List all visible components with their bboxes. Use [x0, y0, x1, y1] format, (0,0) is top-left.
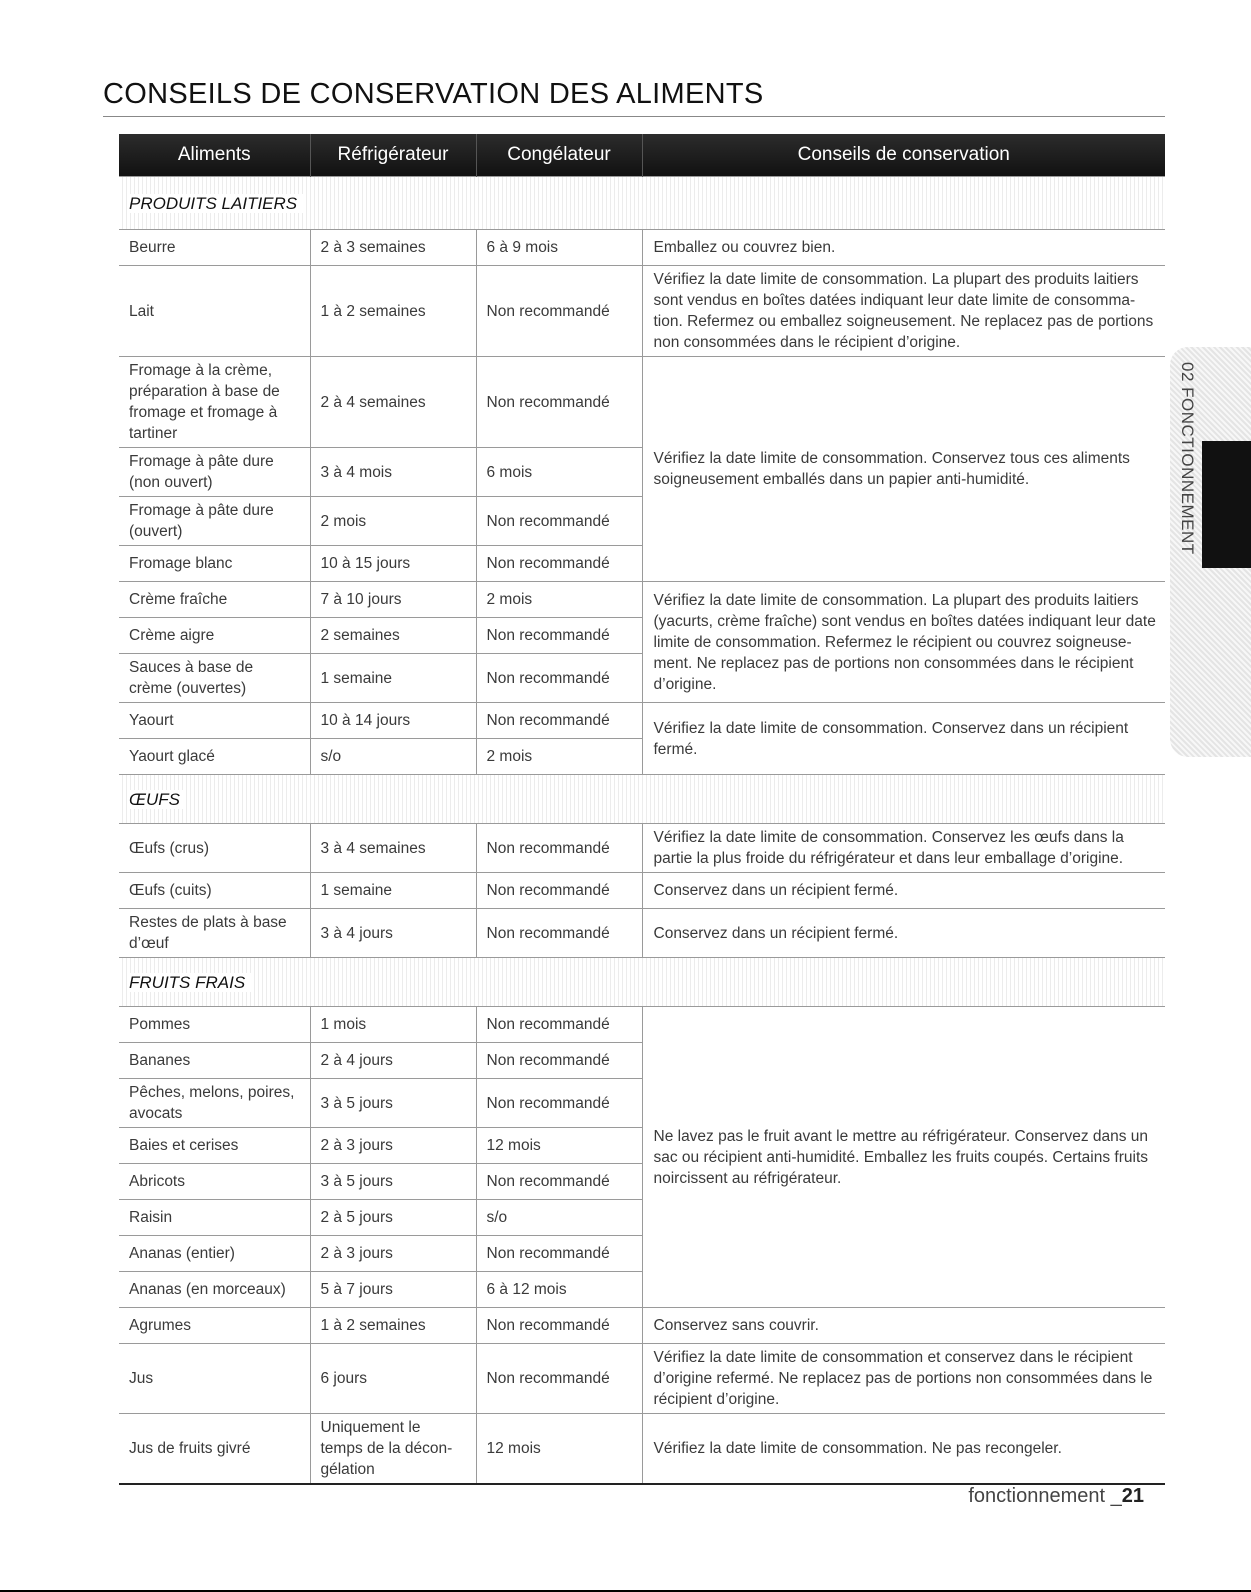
food-name: Crème fraîche	[119, 582, 310, 618]
food-name: Abricots	[119, 1164, 310, 1200]
food-name: Agrumes	[119, 1308, 310, 1344]
table-row	[119, 1007, 1165, 1043]
food-name: Pêches, melons, poires, avocats	[119, 1079, 310, 1128]
freezer-duration: 2 mois	[476, 582, 642, 618]
freezer-duration: Non recommandé	[476, 824, 642, 873]
table-row	[119, 1308, 1165, 1344]
food-name: Fromage à pâte dure (ouvert)	[119, 497, 310, 546]
food-name: Jus de fruits givré	[119, 1414, 310, 1485]
fridge-duration: 1 semaine	[310, 654, 476, 703]
fridge-duration: 2 à 5 jours	[310, 1200, 476, 1236]
table-row	[119, 824, 1165, 873]
storage-tip: Vérifiez la date limite de consommation et conservez dans le récipient d’origine refermé. Ne replacez pas de portions non consommées dans le récipient d’origine.	[642, 1344, 1165, 1414]
freezer-duration: 6 mois	[476, 448, 642, 497]
table-row	[119, 873, 1165, 909]
food-name: Fromage blanc	[119, 546, 310, 582]
fridge-duration: 1 mois	[310, 1007, 476, 1043]
fridge-duration: 2 à 4 jours	[310, 1043, 476, 1079]
fridge-duration: 2 semaines	[310, 618, 476, 654]
freezer-duration: s/o	[476, 1200, 642, 1236]
fridge-duration: 3 à 4 jours	[310, 909, 476, 958]
food-name: Œufs (crus)	[119, 824, 310, 873]
chapter-tab-marker	[1202, 441, 1251, 568]
title-divider	[103, 116, 1165, 117]
fridge-duration: 2 mois	[310, 497, 476, 546]
storage-tip: Conservez sans couvrir.	[642, 1308, 1165, 1344]
table-row	[119, 1344, 1165, 1414]
fridge-duration: 2 à 4 semaines	[310, 357, 476, 448]
food-name: Yaourt	[119, 703, 310, 739]
storage-tip: Vérifiez la date limite de consommation. Ne pas recongeler.	[642, 1414, 1165, 1485]
storage-tip: Vérifiez la date limite de consommation. La plupart des produits laitiers sont vendus en boîtes datées indiquant leur date limite de consomma-tion. Refermez ou emballez soigneusement. Ne replacez pas de portions non consommées dans le récipient d’origine.	[642, 266, 1165, 357]
fridge-duration: 5 à 7 jours	[310, 1272, 476, 1308]
table-row	[119, 266, 1165, 357]
fridge-duration: s/o	[310, 739, 476, 775]
freezer-duration: Non recommandé	[476, 1164, 642, 1200]
freezer-duration: Non recommandé	[476, 703, 642, 739]
table-row	[119, 357, 1165, 448]
freezer-duration: Non recommandé	[476, 618, 642, 654]
page-number: 21	[1121, 1485, 1144, 1507]
fridge-duration: Uniquement le temps de la décon-gélation	[310, 1414, 476, 1485]
fridge-duration: 2 à 3 jours	[310, 1128, 476, 1164]
storage-tip: Vérifiez la date limite de consommation. La plupart des produits laitiers (yacurts, crème fraîche) sont vendus en boîtes datées indiquant leur date limite de consommation. Refermez le récipient ou couvrez soigneuse-ment. Ne replacez pas de portions non consommées dans le récipient d’origine.	[642, 582, 1165, 703]
freezer-duration: Non recommandé	[476, 357, 642, 448]
freezer-duration: Non recommandé	[476, 909, 642, 958]
freezer-duration: Non recommandé	[476, 1043, 642, 1079]
food-name: Restes de plats à base d’œuf	[119, 909, 310, 958]
freezer-duration: Non recommandé	[476, 873, 642, 909]
freezer-duration: Non recommandé	[476, 1308, 642, 1344]
food-name: Pommes	[119, 1007, 310, 1043]
fridge-duration: 3 à 5 jours	[310, 1164, 476, 1200]
food-name: Bananes	[119, 1043, 310, 1079]
fridge-duration: 10 à 15 jours	[310, 546, 476, 582]
category-label: ŒUFS	[129, 790, 186, 809]
table-row	[119, 703, 1165, 739]
freezer-duration: Non recommandé	[476, 546, 642, 582]
table-row	[119, 909, 1165, 958]
freezer-duration: 12 mois	[476, 1128, 642, 1164]
food-name: Ananas (entier)	[119, 1236, 310, 1272]
table-row	[119, 582, 1165, 618]
food-name: Lait	[119, 266, 310, 357]
food-name: Ananas (en morceaux)	[119, 1272, 310, 1308]
freezer-duration: Non recommandé	[476, 497, 642, 546]
food-name: Yaourt glacé	[119, 739, 310, 775]
fridge-duration: 6 jours	[310, 1344, 476, 1414]
storage-tip: Vérifiez la date limite de consommation. Conservez les œufs dans la partie la plus froide du réfrigérateur et dans leur emballage d’origine.	[642, 824, 1165, 873]
freezer-duration: Non recommandé	[476, 1079, 642, 1128]
freezer-duration: Non recommandé	[476, 654, 642, 703]
header-conseils: Conseils de conservation	[642, 134, 1165, 177]
food-name: Sauces à base de crème (ouvertes)	[119, 654, 310, 703]
page-title: CONSEILS DE CONSERVATION DES ALIMENTS	[103, 78, 764, 110]
footer-section-label: fonctionnement _	[968, 1485, 1122, 1507]
storage-tip: Conservez dans un récipient fermé.	[642, 909, 1165, 958]
category-label: FRUITS FRAIS	[129, 973, 251, 992]
food-name: Baies et cerises	[119, 1128, 310, 1164]
header-aliments: Aliments	[119, 134, 310, 177]
storage-tip: Vérifiez la date limite de consommation. Conservez dans un récipient fermé.	[642, 703, 1165, 775]
category-row-dairy	[119, 177, 1165, 230]
category-row-fruits	[119, 958, 1165, 1007]
header-congelateur: Congélateur	[476, 134, 642, 177]
fridge-duration: 7 à 10 jours	[310, 582, 476, 618]
food-name: Fromage à la crème, préparation à base de fromage et fromage à tartiner	[119, 357, 310, 448]
freezer-duration: Non recommandé	[476, 1236, 642, 1272]
food-name: Fromage à pâte dure (non ouvert)	[119, 448, 310, 497]
category-label: PRODUITS LAITIERS	[129, 194, 303, 213]
freezer-duration: Non recommandé	[476, 266, 642, 357]
table-header-row	[119, 134, 1165, 177]
storage-tip: Ne lavez pas le fruit avant le mettre au réfrigérateur. Conservez dans un sac ou récipient anti-humidité. Emballez les fruits coupés. Certains fruits noircissent au réfrigérateur.	[642, 1007, 1165, 1308]
freezer-duration: 12 mois	[476, 1414, 642, 1485]
food-name: Crème aigre	[119, 618, 310, 654]
freezer-duration: Non recommandé	[476, 1007, 642, 1043]
fridge-duration: 2 à 3 jours	[310, 1236, 476, 1272]
food-name: Beurre	[119, 230, 310, 266]
storage-tip: Vérifiez la date limite de consommation. Conservez tous ces aliments soigneusement emballés dans un papier anti-humidité.	[642, 357, 1165, 582]
fridge-duration: 3 à 4 semaines	[310, 824, 476, 873]
fridge-duration: 3 à 5 jours	[310, 1079, 476, 1128]
freezer-duration: 2 mois	[476, 739, 642, 775]
fridge-duration: 10 à 14 jours	[310, 703, 476, 739]
table-row	[119, 230, 1165, 266]
fridge-duration: 1 à 2 semaines	[310, 1308, 476, 1344]
storage-tip: Conservez dans un récipient fermé.	[642, 873, 1165, 909]
food-name: Jus	[119, 1344, 310, 1414]
fridge-duration: 1 semaine	[310, 873, 476, 909]
freezer-duration: 6 à 12 mois	[476, 1272, 642, 1308]
food-name: Œufs (cuits)	[119, 873, 310, 909]
fridge-duration: 3 à 4 mois	[310, 448, 476, 497]
freezer-duration: Non recommandé	[476, 1344, 642, 1414]
fridge-duration: 2 à 3 semaines	[310, 230, 476, 266]
header-refrigerateur: Réfrigérateur	[310, 134, 476, 177]
freezer-duration: 6 à 9 mois	[476, 230, 642, 266]
table-row	[119, 1414, 1165, 1485]
food-name: Raisin	[119, 1200, 310, 1236]
category-row-eggs	[119, 775, 1165, 824]
fridge-duration: 1 à 2 semaines	[310, 266, 476, 357]
chapter-label: 02 FONCTIONNEMENT	[1178, 362, 1197, 555]
page-footer	[968, 1485, 1144, 1508]
storage-tip: Emballez ou couvrez bien.	[642, 230, 1165, 266]
food-storage-table	[119, 134, 1165, 1485]
